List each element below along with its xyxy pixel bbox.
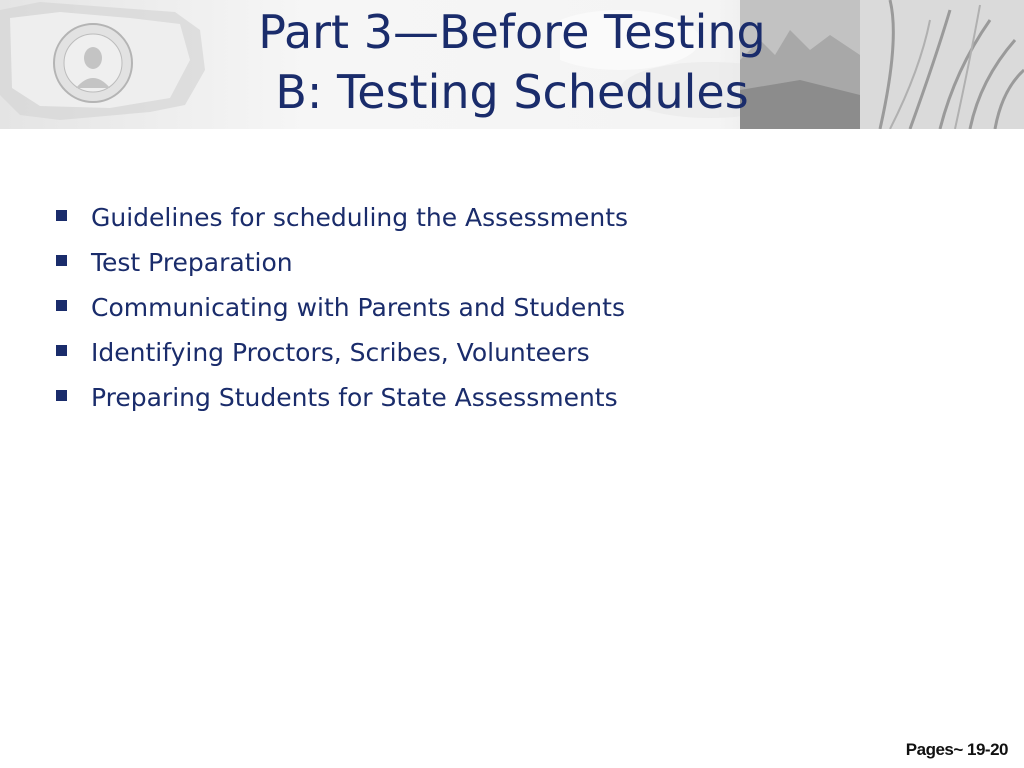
square-bullet-icon: [56, 300, 67, 311]
square-bullet-icon: [56, 390, 67, 401]
list-item: [56, 240, 628, 285]
slide-title-line-1: Part 3—Before Testing: [258, 5, 766, 59]
list-item: [56, 330, 628, 375]
square-bullet-icon: [56, 345, 67, 356]
bullet-text: Test Preparation: [91, 248, 293, 277]
bullet-text: Preparing Students for State Assessments: [91, 383, 618, 412]
bullet-list: [56, 195, 628, 420]
list-item: [56, 195, 628, 240]
bullet-text: Identifying Proctors, Scribes, Volunteers: [91, 338, 590, 367]
page-reference: Pages~ 19-20: [905, 740, 1008, 759]
bullet-text: Communicating with Parents and Students: [91, 293, 625, 322]
bullet-text: Guidelines for scheduling the Assessments: [91, 203, 629, 232]
slide-title: [0, 2, 1024, 122]
square-bullet-icon: [56, 210, 67, 221]
square-bullet-icon: [56, 255, 67, 266]
list-item: [56, 375, 628, 420]
list-item: [56, 285, 628, 330]
slide-title-line-2: B: Testing Schedules: [275, 65, 749, 119]
